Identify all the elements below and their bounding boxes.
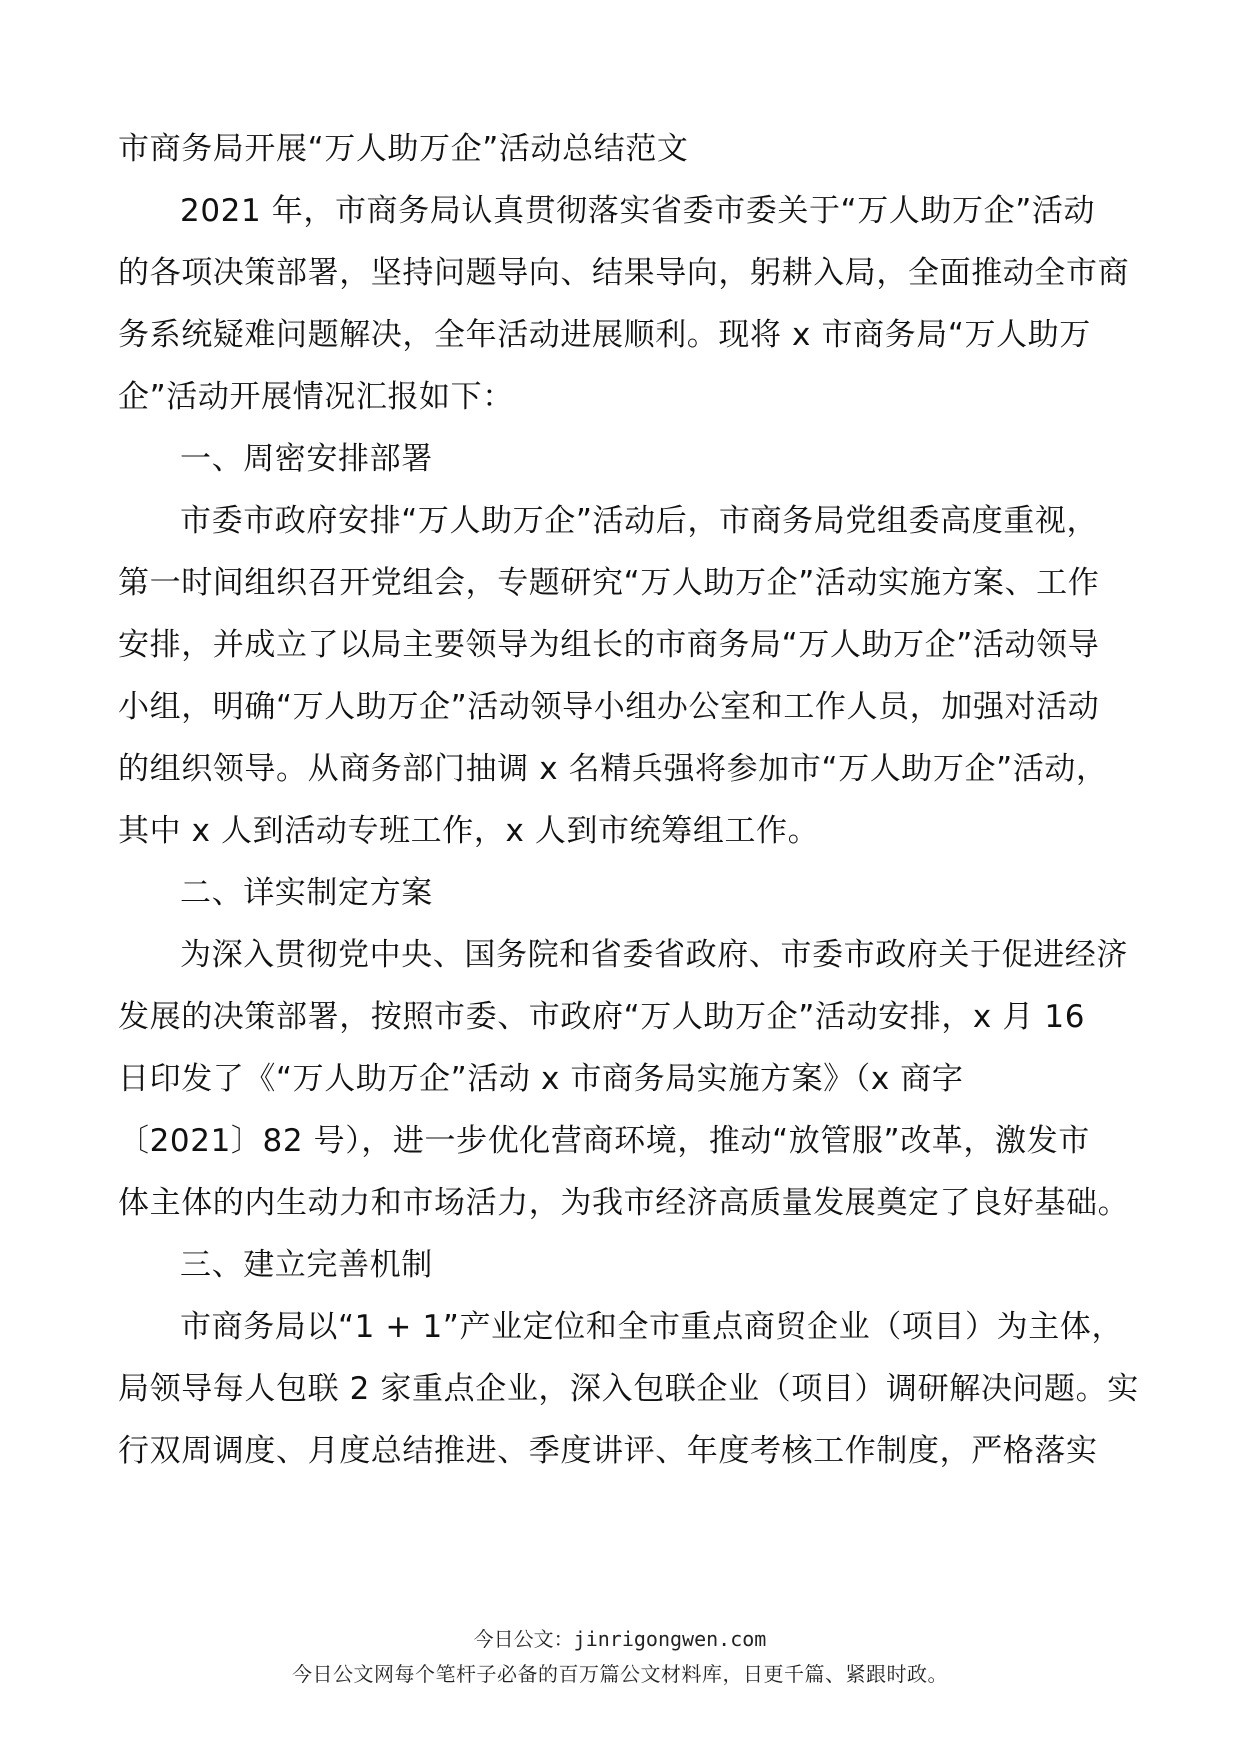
text-line: 二、详实制定方案 [180,875,433,911]
document-body [118,118,1139,1482]
document-title: 市商务局开展“万人助万企”活动总结范文 [118,131,689,167]
text-line: 日印发了《“万人助万企”活动 x 市商务局实施方案》（x 商字 [118,1061,964,1097]
text-line: 一、周密安排部署 [180,441,433,477]
text-line: 小组，明确“万人助万企”活动领导小组办公室和工作人员，加强对活动 [118,689,1100,725]
text-line: 局领导每人包联 2 家重点企业，深入包联企业（项目）调研解决问题。实 [118,1371,1139,1407]
text-line: 的组织领导。从商务部门抽调 x 名精兵强将参加市“万人助万企”活动， [118,751,1108,787]
text-line: 的各项决策部署，坚持问题导向、结果导向，躬耕入局，全面推动全市商 [118,255,1130,291]
text-line: 市商务局以“1 + 1”产业定位和全市重点商贸企业（项目）为主体， [180,1309,1124,1345]
text-line: 企”活动开展情况汇报如下： [118,379,514,415]
text-line: 体主体的内生动力和市场活力，为我市经济高质量发展奠定了良好基础。 [118,1185,1130,1221]
text-line: 发展的决策部署，按照市委、市政府“万人助万企”活动安排，x 月 16 [118,999,1086,1035]
text-line: 为深入贯彻党中央、国务院和省委省政府、市委市政府关于促进经济 [180,937,1128,973]
text-line: 务系统疑难问题解决，全年活动进展顺利。现将 x 市商务局“万人助万 [118,317,1091,353]
text-line: 安排，并成立了以局主要领导为组长的市商务局“万人助万企”活动领导 [118,627,1100,663]
footer-site-line: 今日公文：jinrigongwen.com [473,1627,767,1651]
text-line: 行双周调度、月度总结推进、季度讲评、年度考核工作制度，严格落实 [118,1433,1098,1469]
footer-tagline: 今日公文网每个笔杆子必备的百万篇公文材料库，日更千篇、紧跟时政。 [292,1662,948,1686]
text-line: 2021 年，市商务局认真贯彻落实省委市委关于“万人助万企”活动 [180,193,1096,229]
text-line: 三、建立完善机制 [180,1247,433,1283]
text-line: 市委市政府安排“万人助万企”活动后，市商务局党组委高度重视， [180,503,1099,539]
text-line: 其中 x 人到活动专班工作，x 人到市统筹组工作。 [118,813,820,849]
text-line: 〔2021〕82 号），进一步优化营商环境，推动“放管服”改革，激发市 [118,1123,1090,1159]
text-line: 第一时间组织召开党组会，专题研究“万人助万企”活动实施方案、工作 [118,565,1100,601]
document-text [118,180,1139,1482]
